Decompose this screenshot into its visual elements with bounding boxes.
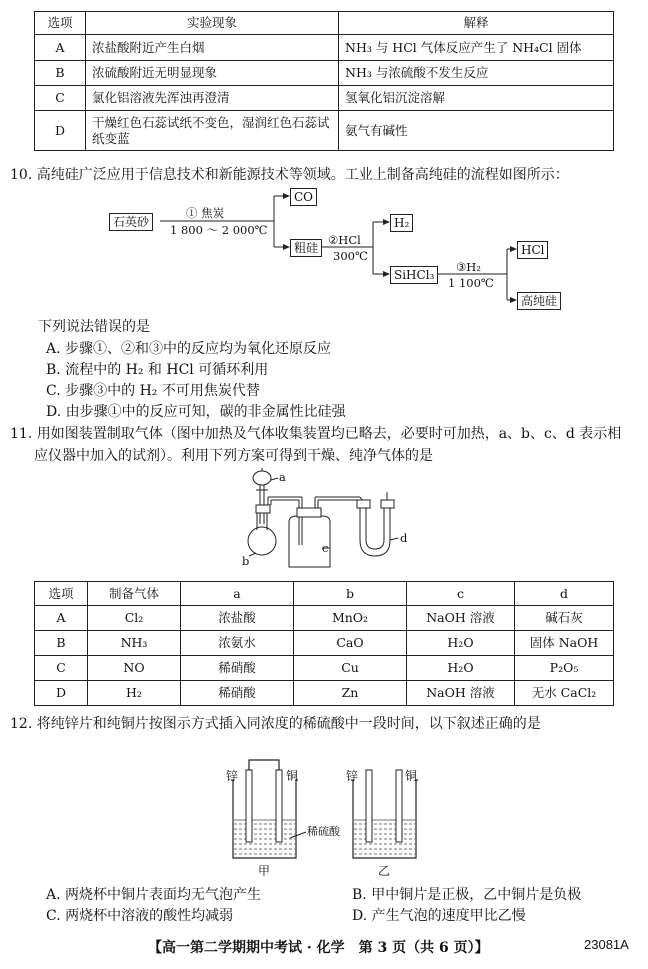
table-cell: 干燥红色石蕊试纸不变色，湿润红色石蕊试纸变蓝 xyxy=(86,111,339,151)
table-cell: 氨气有碱性 xyxy=(339,111,614,151)
table-cell: B xyxy=(35,61,86,86)
label-copper-jia: 铜 xyxy=(286,769,299,783)
table-cell: H₂O xyxy=(407,656,515,681)
question-10-stem: 10. 高纯硅广泛应用于信息技术和新能源技术等领域。工业上制备高纯硅的流程如图所示： xyxy=(10,167,569,183)
table-cell: 稀硝酸 xyxy=(181,681,294,706)
table-cell: P₂O₅ xyxy=(515,656,614,681)
question-12-option-c: C. 两烧杯中溶液的酸性均减弱 xyxy=(46,908,234,924)
label-beaker-jia: 甲 xyxy=(258,864,271,878)
table-cell: A xyxy=(35,35,86,61)
question-10-prompt: 下列说法错误的是 xyxy=(38,319,150,335)
table-cell: Cl₂ xyxy=(88,606,181,631)
table-header: 选项 xyxy=(35,12,86,35)
table-header: c xyxy=(407,582,515,606)
table-cell: 氯化铝溶液先浑浊再澄清 xyxy=(86,86,339,111)
flow-node-pure-silicon: 高纯硅 xyxy=(517,292,561,310)
label-beaker-yi: 乙 xyxy=(378,864,391,878)
label-d: d xyxy=(400,531,408,545)
table-header: a xyxy=(181,582,294,606)
label-copper-yi: 铜 xyxy=(405,769,418,783)
label-c: c xyxy=(322,541,329,555)
table-cell: C xyxy=(35,86,86,111)
flow-node-hcl: HCl xyxy=(517,241,548,259)
table-cell: H₂ xyxy=(88,681,181,706)
table-cell: 稀硝酸 xyxy=(181,656,294,681)
question-10-option-c: C. 步骤③中的 H₂ 不可用焦炭代替 xyxy=(46,383,260,399)
flow-step3-condition: 1 100℃ xyxy=(448,276,494,290)
table-header: 解释 xyxy=(339,12,614,35)
table-cell: H₂O xyxy=(407,631,515,656)
table-cell: NaOH 溶液 xyxy=(407,606,515,631)
flow-node-h2: H₂ xyxy=(390,214,413,232)
table-cell: 碱石灰 xyxy=(515,606,614,631)
question-11-stem-line2: 应仪器中加入的试剂）。利用下列方案可得到干燥、纯净气体的是 xyxy=(34,448,433,464)
flow-step1-condition: 1 800 ～ 2 000℃ xyxy=(170,223,268,237)
table-header: 制备气体 xyxy=(88,582,181,606)
flow-step2-condition: 300℃ xyxy=(333,249,368,263)
table-cell: Cu xyxy=(294,656,407,681)
flow-step3-reagent: ③H₂ xyxy=(456,260,481,274)
flow-node-co: CO xyxy=(290,188,317,206)
table-cell: 浓氨水 xyxy=(181,631,294,656)
table-cell: MnO₂ xyxy=(294,606,407,631)
label-zinc-yi: 锌 xyxy=(346,769,359,783)
table-cell: 固体 NaOH xyxy=(515,631,614,656)
label-b: b xyxy=(242,554,250,568)
table-cell: 无水 CaCl₂ xyxy=(515,681,614,706)
question-12-option-b: B. 甲中铜片是正极，乙中铜片是负极 xyxy=(352,887,582,903)
question-12-option-d: D. 产生气泡的速度甲比乙慢 xyxy=(352,908,526,924)
flow-step2-reagent: ②HCl xyxy=(328,233,361,247)
table-cell: NaOH 溶液 xyxy=(407,681,515,706)
table-cell: 浓硫酸附近无明显现象 xyxy=(86,61,339,86)
table-cell: C xyxy=(35,656,88,681)
table-cell: NH₃ 与 HCl 气体反应产生了 NH₄Cl 固体 xyxy=(339,35,614,61)
table-cell: D xyxy=(35,111,86,151)
table-cell: D xyxy=(35,681,88,706)
table-cell: 氢氧化铝沉淀溶解 xyxy=(339,86,614,111)
table-cell: NH₃ xyxy=(88,631,181,656)
table-header: d xyxy=(515,582,614,606)
table-cell: CaO xyxy=(294,631,407,656)
flow-node-crude-silicon: 粗硅 xyxy=(290,239,322,257)
question-12-option-a: A. 两烧杯中铜片表面均无气泡产生 xyxy=(46,887,262,903)
question-10-option-d: D. 由步骤①中的反应可知，碳的非金属性比硅强 xyxy=(46,404,346,420)
table-cell: A xyxy=(35,606,88,631)
label-zinc-jia: 锌 xyxy=(226,769,239,783)
table-cell: NO xyxy=(88,656,181,681)
question-10-option-b: B. 流程中的 H₂ 和 HCl 可循环利用 xyxy=(46,362,269,378)
table-cell: Zn xyxy=(294,681,407,706)
table-cell: NH₃ 与浓硫酸不发生反应 xyxy=(339,61,614,86)
table-header: 实验现象 xyxy=(86,12,339,35)
question-10-option-a: A. 步骤①、②和③中的反应均为氧化还原反应 xyxy=(46,341,332,357)
table-header: b xyxy=(294,582,407,606)
flow-node-quartz-sand: 石英砂 xyxy=(109,213,153,231)
paper-code: 23081A xyxy=(584,937,629,952)
table-cell: 浓盐酸 xyxy=(181,606,294,631)
label-dilute-sulfuric-acid: 稀硫酸 xyxy=(307,825,340,838)
label-a: a xyxy=(279,470,286,484)
table-header: 选项 xyxy=(35,582,88,606)
question-12-stem: 12. 将纯锌片和纯铜片按图示方式插入同浓度的稀硫酸中一段时间，以下叙述正确的是 xyxy=(10,716,541,732)
question-11-stem-line1: 11. 用如图装置制取气体（图中加热及气体收集装置均已略去，必要时可加热，a、b、c、d 表示相 xyxy=(10,426,622,442)
flow-step1-reagent: ① 焦炭 xyxy=(186,206,225,220)
flow-node-sihcl3: SiHCl₃ xyxy=(390,266,438,284)
table-cell: B xyxy=(35,631,88,656)
page-footer: 【高一第二学期期中考试 · 化学 第 3 页（共 6 页）】 xyxy=(148,940,489,956)
table-cell: 浓盐酸附近产生白烟 xyxy=(86,35,339,61)
